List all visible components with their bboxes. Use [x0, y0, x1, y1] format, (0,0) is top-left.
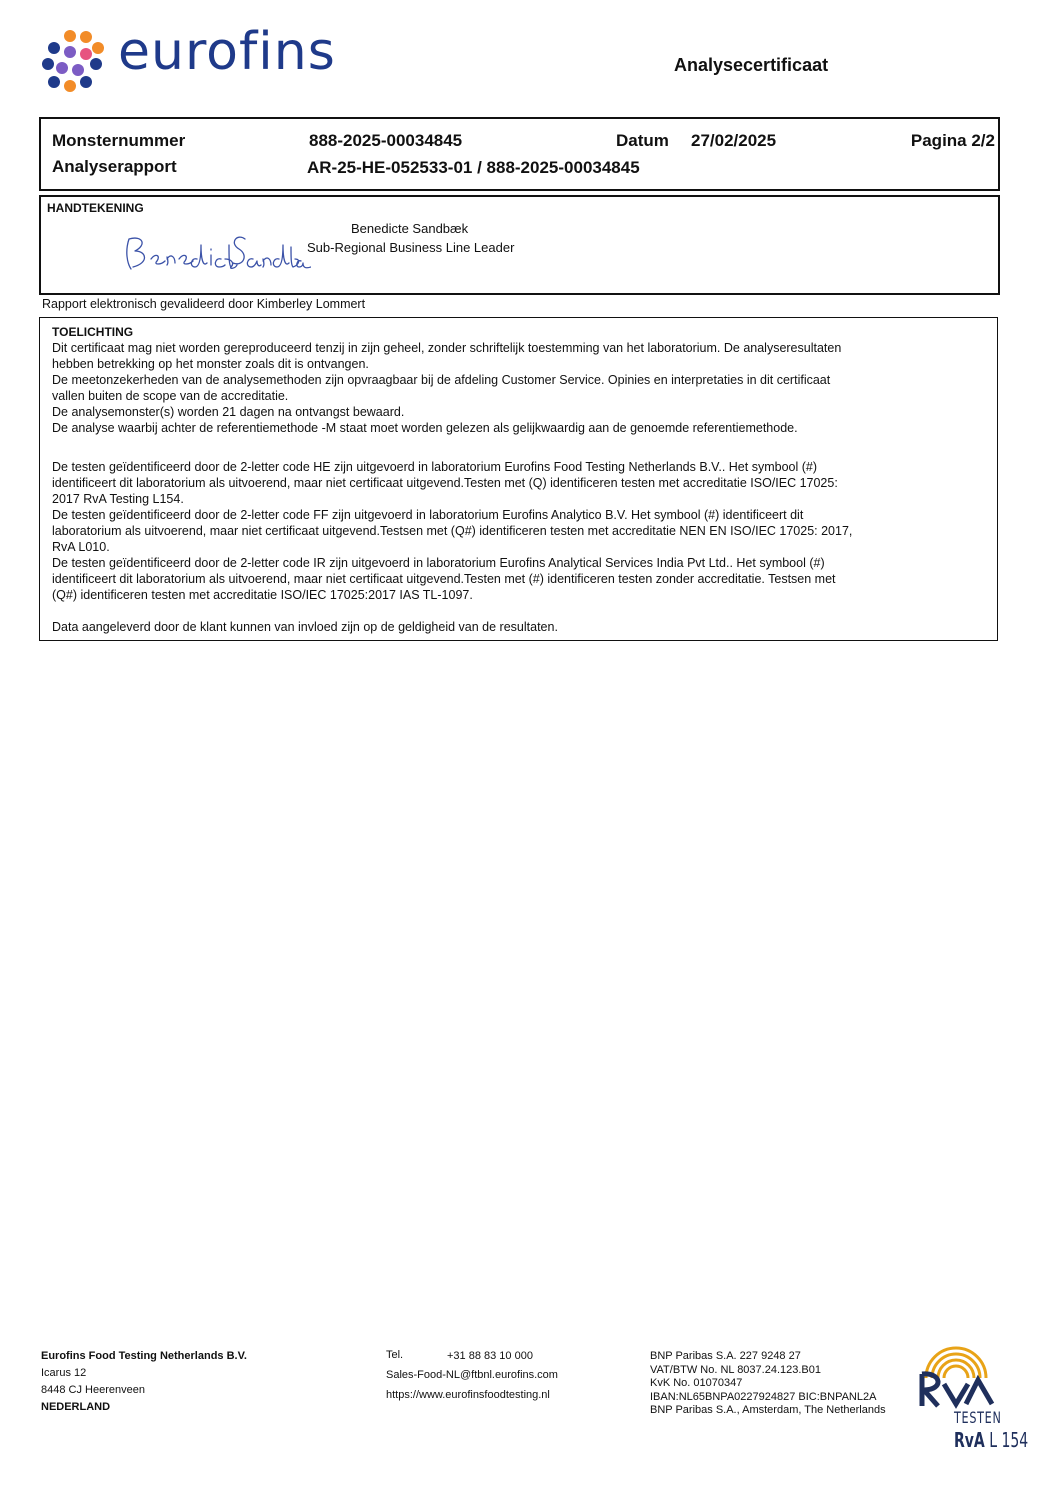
eurofins-logo — [40, 22, 360, 96]
brand-name: eurofins — [118, 22, 336, 82]
footer-bank-line: IBAN:NL65BNPA0227924827 BIC:BNPANL2A — [650, 1390, 877, 1403]
rva-testen-text: TESTEN — [954, 1408, 1002, 1427]
notes-line: RvA L010. — [52, 540, 110, 554]
footer-bank-line: VAT/BTW No. NL 8037.24.123.B01 — [650, 1363, 821, 1376]
rva-mark-icon — [916, 1344, 1016, 1414]
document-title: Analysecertificaat — [674, 55, 829, 75]
signer-name: Benedicte Sandbæk — [351, 221, 469, 236]
sample-number-label: Monsternummer — [52, 131, 186, 150]
notes-box — [39, 317, 998, 641]
notes-line: De analysemonster(s) worden 21 dagen na ontvangst bewaard. — [52, 405, 405, 419]
report-value: AR-25-HE-052533-01 / 888-2025-00034845 — [307, 158, 640, 177]
notes-heading: TOELICHTING — [52, 325, 134, 339]
notes-line: identificeert dit laboratorium als uitvoerend, maar niet certificaat uitgevend.Testen met (Q) identificeren testen met accreditatie ISO/IEC 17025: — [52, 476, 838, 490]
notes-line: De testen geïdentificeerd door de 2-letter code IR zijn uitgevoerd in laboratorium Eurofins Analytical Services India Pvt Ltd.. Het symbool (#) — [52, 556, 825, 570]
notes-content — [52, 324, 932, 635]
footer-bank-line: BNP Paribas S.A. 227 9248 27 — [650, 1350, 801, 1362]
footer-country: NEDERLAND — [41, 1401, 111, 1413]
rva-accreditation-logo — [916, 1344, 1029, 1456]
notes-line: 2017 RvA Testing L154. — [52, 492, 184, 506]
notes-line: laboratorium als uitvoerend, maar niet certificaat uitgevend.Testsen met (Q#) identificeren testen met accreditatie NEN EN ISO/IEC 17025: 2017, — [52, 524, 853, 538]
notes-line: (Q#) identificeren testen met accreditatie ISO/IEC 17025:2017 IAS TL-1097. — [52, 588, 473, 602]
validation-note: Rapport elektronisch gevalideerd door Kimberley Lommert — [42, 297, 366, 311]
handwritten-signature — [121, 225, 311, 275]
footer-bank-line: KvK No. 01070347 — [650, 1377, 743, 1389]
eurofins-dots-icon — [40, 28, 116, 96]
notes-line: De testen geïdentificeerd door de 2-letter code FF zijn uitgevoerd in laboratorium Eurofins Analytico B.V. Het symbool (#) identificeert dit — [52, 508, 804, 522]
date-label: Datum — [616, 131, 669, 150]
notes-line: identificeert dit laboratorium als uitvoerend, maar niet certificaat uitgevend.Testen met (#) identificeren testen zonder accreditatie. Testsen met — [52, 572, 836, 586]
rva-number-text: RvA L 154 — [954, 1428, 1029, 1452]
notes-line: Data aangeleverd door de klant kunnen van invloed zijn op de geldigheid van de resultaten. — [52, 620, 558, 634]
footer-company: Eurofins Food Testing Netherlands B.V. — [41, 1350, 247, 1362]
sample-number-value: 888-2025-00034845 — [309, 131, 463, 150]
footer-email[interactable]: Sales-Food-NL@ftbnl.eurofins.com — [386, 1369, 558, 1381]
footer-website[interactable]: https://www.eurofinsfoodtesting.nl — [386, 1389, 550, 1401]
date-value: 27/02/2025 — [691, 131, 777, 150]
footer-tel-value: +31 88 83 10 000 — [447, 1350, 533, 1362]
signature-heading: HANDTEKENING — [47, 201, 144, 215]
notes-line: De meetonzekerheden van de analysemethoden zijn opvraagbaar bij de afdeling Customer Service. Opinies en interpretaties in dit certificaat — [52, 373, 831, 387]
footer-bank — [650, 1350, 886, 1418]
footer-bank-line: BNP Paribas S.A., Amsterdam, The Netherlands — [650, 1404, 886, 1416]
footer-city: 8448 CJ Heerenveen — [41, 1384, 145, 1396]
notes-line: De testen geïdentificeerd door de 2-letter code HE zijn uitgevoerd in laboratorium Eurofins Food Testing Netherlands B.V.. Het symbool (#) — [52, 460, 817, 474]
report-label: Analyserapport — [52, 157, 177, 176]
info-box — [39, 117, 1000, 191]
footer-address — [41, 1348, 247, 1416]
notes-line: vallen buiten de scope van de accreditatie. — [52, 389, 289, 403]
notes-line: hebben betrekking op het monster zoals dit is ontvangen. — [52, 357, 369, 371]
notes-line: De analyse waarbij achter de referentiemethode -M staat moet worden gelezen als gelijkwaardig aan de genoemde referentiemethode. — [52, 421, 798, 435]
signer-role: Sub-Regional Business Line Leader — [307, 240, 515, 255]
page-indicator: Pagina 2/2 — [910, 131, 995, 150]
notes-line: Dit certificaat mag niet worden gereproduceerd tenzij in zijn geheel, zonder schriftelijk toestemming van het laboratorium. De analyseresultaten — [52, 341, 842, 355]
footer-street: Icarus 12 — [41, 1367, 87, 1379]
signature-box — [39, 195, 1000, 295]
footer-contact — [386, 1347, 558, 1404]
footer-tel-label: Tel. — [386, 1349, 404, 1361]
